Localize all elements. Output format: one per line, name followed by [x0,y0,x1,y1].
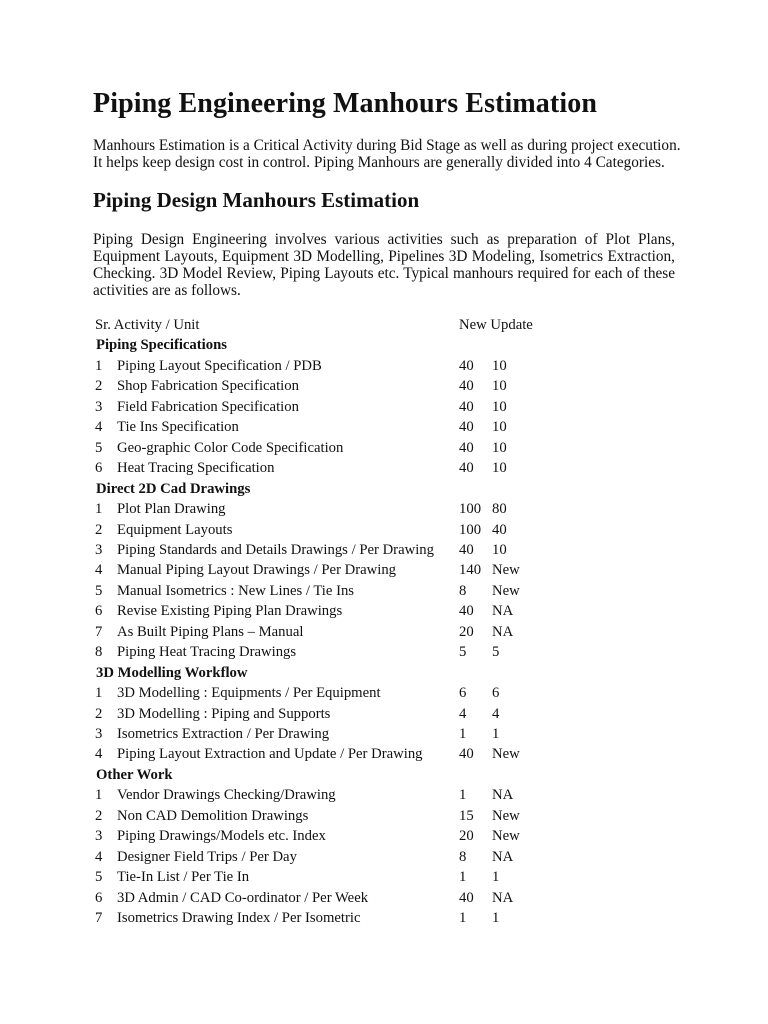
table-row [0,908,768,928]
row-activity: Revise Existing Piping Plan Drawings [117,603,343,620]
section-title [0,335,768,355]
description-line: Equipment Layouts, Equipment 3D Modelling, Pipelines 3D Modeling, Isometrics Extraction, [93,248,675,265]
table-row [0,417,768,437]
row-sr: 5 [95,439,103,456]
row-activity: As Built Piping Plans – Manual [117,623,304,640]
row-new-hours: 40 [459,398,474,415]
row-update-hours: 10 [492,398,507,415]
row-new-hours: 40 [459,603,474,620]
header-new-update-label: New Update [459,317,533,333]
table-row [0,458,768,478]
row-new-hours: 1 [459,869,467,886]
table-row [0,397,768,417]
row-update-hours: New [492,746,520,763]
section-title [0,765,768,785]
row-activity: Piping Layout Extraction and Update / Per Drawing [117,746,423,763]
row-sr: 8 [95,644,103,661]
row-activity: Vendor Drawings Checking/Drawing [117,787,336,804]
row-sr: 4 [95,848,103,865]
row-sr: 1 [95,787,103,804]
row-update-hours: 10 [492,419,507,436]
table-row [0,806,768,826]
row-update-hours: NA [492,603,514,620]
section-title [0,663,768,683]
row-update-hours: 10 [492,460,507,477]
row-new-hours: 40 [459,419,474,436]
row-activity: Geo-graphic Color Code Specification [117,439,344,456]
row-new-hours: 5 [459,644,467,661]
table-row [0,826,768,846]
row-new-hours: 6 [459,685,467,702]
row-sr: 4 [95,746,103,763]
intro-paragraph [93,137,681,171]
table-row [0,785,768,805]
description-paragraph [93,231,675,299]
row-activity: Equipment Layouts [117,521,233,538]
table-row [0,581,768,601]
row-sr: 1 [95,501,103,518]
row-update-hours: 10 [492,357,507,374]
row-sr: 4 [95,562,103,579]
page-title: Piping Engineering Manhours Estimation [93,88,597,119]
row-new-hours: 40 [459,439,474,456]
row-new-hours: 40 [459,889,474,906]
description-line: Piping Design Engineering involves various activities such as preparation of Plot Plans, [93,231,675,248]
table-row [0,520,768,540]
row-new-hours: 40 [459,541,474,558]
table-row [0,867,768,887]
row-new-hours: 140 [459,562,482,579]
table-row [0,376,768,396]
row-sr: 6 [95,460,103,477]
row-sr: 2 [95,378,103,395]
row-sr: 3 [95,726,103,742]
row-sr: 4 [95,419,103,436]
row-new-hours: 15 [459,807,474,824]
row-sr: 5 [95,582,103,599]
row-update-hours: NA [492,848,514,865]
row-activity: Piping Standards and Details Drawings / Per Drawing [117,541,434,558]
row-new-hours: 20 [459,828,474,845]
row-new-hours: 1 [459,910,467,927]
row-activity: Non CAD Demolition Drawings [117,807,309,824]
row-update-hours: New [492,582,520,599]
table-row [0,704,768,724]
table-row [0,744,768,764]
row-activity: 3D Modelling : Equipments / Per Equipment [117,685,381,702]
row-sr: 3 [95,541,103,558]
table-row [0,438,768,458]
intro-line: Manhours Estimation is a Critical Activity during Bid Stage as well as during project execution. [93,137,681,154]
row-activity: Piping Layout Specification / PDB [117,357,322,374]
table-row [0,642,768,662]
row-new-hours: 8 [459,848,467,865]
row-update-hours: 4 [492,705,500,722]
row-activity: Tie-In List / Per Tie In [117,869,250,886]
row-update-hours: 10 [492,439,507,456]
row-update-hours: 10 [492,378,507,395]
row-update-hours: New [492,807,520,824]
header-activity-label: Sr. Activity / Unit [95,317,200,333]
row-update-hours: 40 [492,521,507,538]
row-new-hours: 100 [459,521,482,538]
section-title-text: 3D Modelling Workflow [96,664,248,681]
table-row [0,560,768,580]
row-sr: 2 [95,521,103,538]
row-new-hours: 8 [459,582,467,599]
row-update-hours: 80 [492,501,507,518]
row-activity: Field Fabrication Specification [117,398,299,415]
row-activity: Manual Piping Layout Drawings / Per Drawing [117,562,397,579]
table-row [0,622,768,642]
row-activity: Isometrics Extraction / Per Drawing [117,726,330,742]
table-row [0,499,768,519]
row-activity: Isometrics Drawing Index / Per Isometric [117,910,361,927]
section-heading: Piping Design Manhours Estimation [93,188,420,212]
row-new-hours: 40 [459,460,474,477]
intro-line: It helps keep design cost in control. Piping Manhours are generally divided into 4 Categories. [93,154,665,171]
section-title-text: Piping Specifications [96,337,227,354]
row-new-hours: 40 [459,357,474,374]
table-row [0,724,768,744]
row-new-hours: 4 [459,705,467,722]
row-activity: 3D Admin / CAD Co-ordinator / Per Week [117,889,369,906]
row-activity: Piping Heat Tracing Drawings [117,644,297,661]
description-line: Checking. 3D Model Review, Piping Layouts etc. Typical manhours required for each of these [93,265,675,282]
row-activity: Piping Drawings/Models etc. Index [117,828,326,845]
row-new-hours: 40 [459,746,474,763]
row-update-hours: New [492,828,520,845]
section-title-text: Direct 2D Cad Drawings [96,480,251,497]
row-sr: 3 [95,828,103,845]
row-new-hours: 1 [459,726,467,742]
row-new-hours: 20 [459,623,474,640]
table-row [0,847,768,867]
row-sr: 2 [95,807,103,824]
row-update-hours: 10 [492,541,507,558]
row-sr: 2 [95,705,103,722]
row-sr: 7 [95,910,103,927]
table-row [0,540,768,560]
row-update-hours: 5 [492,644,500,661]
row-update-hours: New [492,562,520,579]
row-activity: Designer Field Trips / Per Day [117,848,297,865]
row-new-hours: 100 [459,501,482,518]
row-activity: Shop Fabrication Specification [117,378,299,395]
row-update-hours: 1 [492,869,500,886]
section-title [0,479,768,499]
row-update-hours: 6 [492,685,500,702]
row-new-hours: 40 [459,378,474,395]
row-sr: 3 [95,398,103,415]
row-sr: 1 [95,357,103,374]
row-update-hours: NA [492,889,514,906]
row-sr: 5 [95,869,103,886]
section-title-text: Other Work [96,766,173,783]
row-update-hours: 1 [492,726,500,742]
row-sr: 7 [95,623,103,640]
table-row [0,683,768,703]
table-row [0,888,768,908]
table-row [0,356,768,376]
row-activity: Manual Isometrics : New Lines / Tie Ins [117,582,355,599]
row-sr: 1 [95,685,103,702]
row-activity: Tie Ins Specification [117,419,239,436]
table-row [0,601,768,621]
row-activity: Plot Plan Drawing [117,501,226,518]
row-sr: 6 [95,603,103,620]
row-activity: 3D Modelling : Piping and Supports [117,705,331,722]
row-update-hours: 1 [492,910,500,927]
table-header [0,315,768,335]
description-line: activities are as follows. [93,282,241,299]
row-new-hours: 1 [459,787,467,804]
row-update-hours: NA [492,623,514,640]
row-sr: 6 [95,889,103,906]
row-activity: Heat Tracing Specification [117,460,275,477]
row-update-hours: NA [492,787,514,804]
